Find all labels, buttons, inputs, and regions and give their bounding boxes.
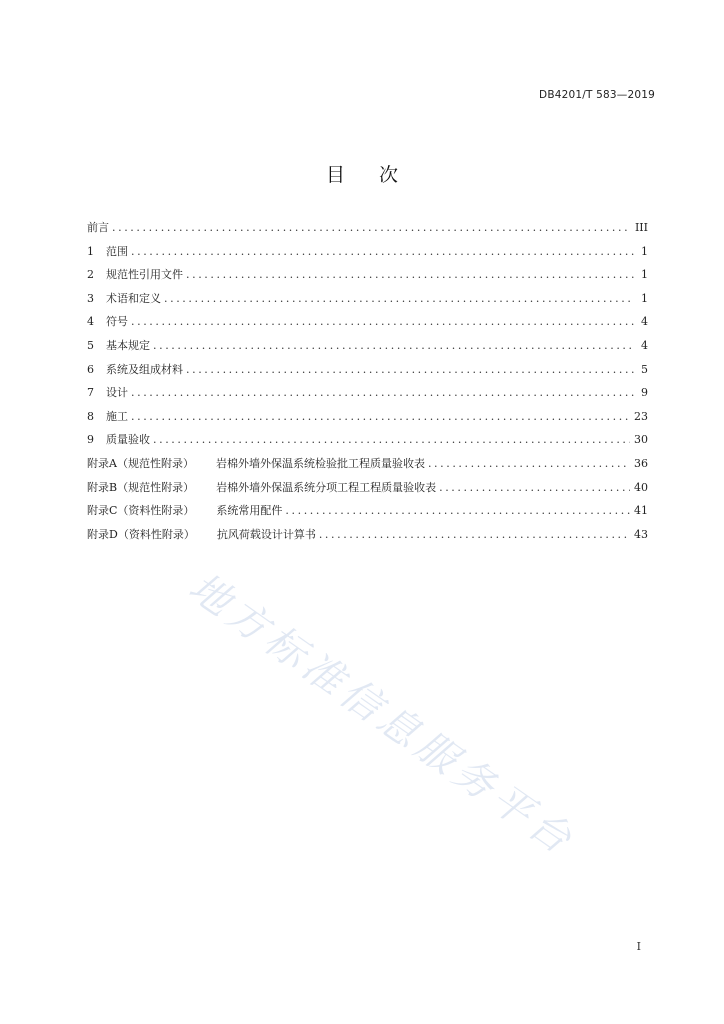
- toc-entry-number: 2: [87, 268, 94, 282]
- toc-entry-label: 前言: [87, 221, 109, 234]
- toc-entry-number: 8: [87, 409, 94, 423]
- toc-entry-foreword[interactable]: [87, 218, 648, 242]
- toc-entry-page: 43: [634, 527, 648, 541]
- toc-leader-dots: [285, 501, 630, 521]
- toc-entry-label: 质量验收: [106, 433, 150, 447]
- title-part-1: 目: [325, 164, 345, 186]
- toc-entry-label: 岩棉外墙外保温系统检验批工程质量验收表: [215, 456, 425, 470]
- toc-entry-4[interactable]: [87, 312, 648, 336]
- page-title: [0, 160, 724, 187]
- toc-leader-dots: [131, 407, 630, 427]
- toc-leader-dots: [131, 383, 634, 403]
- toc-entry-page: 1: [641, 291, 648, 305]
- toc-entry-label: 设计: [106, 386, 128, 400]
- toc-appendix-prefix: 附录C（资料性附录）: [87, 504, 195, 518]
- toc-appendix-prefix: 附录A（规范性附录）: [87, 456, 194, 470]
- toc-leader-dots: [153, 430, 630, 450]
- toc-entry-page: 4: [641, 315, 648, 329]
- toc-entry-page: III: [634, 221, 648, 234]
- toc-entry-number: 1: [87, 244, 94, 258]
- toc-entry-number: 4: [87, 315, 94, 329]
- toc-leader-dots: [131, 242, 634, 262]
- toc-entry-2[interactable]: [87, 265, 648, 289]
- toc-entry-7[interactable]: [87, 383, 648, 407]
- toc-entry-page: 40: [634, 480, 648, 494]
- toc-entry-number: 6: [87, 362, 94, 376]
- toc-entry-number: 3: [87, 291, 94, 305]
- toc-entry-3[interactable]: [87, 289, 648, 313]
- toc-entry-appendix-a[interactable]: [87, 454, 648, 478]
- toc-entry-page: 9: [641, 386, 648, 400]
- title-part-2: 次: [379, 164, 399, 186]
- toc-entry-6[interactable]: [87, 360, 648, 384]
- toc-appendix-prefix: 附录D（资料性附录）: [87, 527, 195, 541]
- toc-entry-5[interactable]: [87, 336, 648, 360]
- toc-entry-label: 规范性引用文件: [106, 268, 183, 282]
- toc-entry-number: 7: [87, 386, 94, 400]
- toc-entry-number: 5: [87, 338, 94, 352]
- toc-leader-dots: [153, 336, 634, 356]
- toc-leader-dots: [164, 289, 634, 309]
- toc-entry-label: 范围: [106, 244, 128, 258]
- toc-entry-label: 抗风荷载设计计算书: [216, 527, 316, 541]
- toc-entry-appendix-c[interactable]: [87, 501, 648, 525]
- toc-leader-dots: [428, 454, 630, 474]
- toc-entry-label: 岩棉外墙外保温系统分项工程工程质量验收表: [216, 480, 437, 494]
- table-of-contents: [87, 218, 648, 548]
- toc-entry-page: 30: [634, 433, 648, 447]
- toc-leader-dots: [319, 525, 630, 545]
- page-number: I: [636, 940, 641, 953]
- toc-entry-page: 41: [634, 504, 648, 518]
- toc-entry-page: 36: [634, 456, 648, 470]
- toc-entry-label: 系统常用配件: [216, 504, 283, 518]
- toc-entry-page: 5: [641, 362, 648, 376]
- toc-entry-9[interactable]: [87, 430, 648, 454]
- toc-entry-label: 符号: [106, 315, 128, 329]
- toc-leader-dots: [131, 312, 634, 332]
- toc-entry-label: 施工: [106, 409, 128, 423]
- toc-entry-page: 1: [641, 268, 648, 282]
- toc-entry-1[interactable]: [87, 242, 648, 266]
- toc-entry-label: 术语和定义: [106, 291, 161, 305]
- toc-entry-label: 基本规定: [106, 338, 150, 352]
- toc-leader-dots: [112, 218, 631, 238]
- document-code: DB4201/T 583—2019: [539, 89, 655, 101]
- toc-leader-dots: [186, 360, 634, 380]
- toc-appendix-prefix: 附录B（规范性附录）: [87, 480, 195, 494]
- toc-entry-page: 23: [634, 409, 648, 423]
- toc-entry-8[interactable]: [87, 407, 648, 431]
- toc-entry-page: 4: [641, 338, 648, 352]
- toc-entry-appendix-d[interactable]: [87, 525, 648, 549]
- toc-leader-dots: [186, 265, 634, 285]
- toc-leader-dots: [439, 478, 630, 498]
- toc-entry-page: 1: [641, 244, 648, 258]
- toc-entry-number: 9: [87, 433, 94, 447]
- toc-entry-appendix-b[interactable]: [87, 478, 648, 502]
- toc-entry-label: 系统及组成材料: [106, 362, 183, 376]
- watermark: 地方标准信息服务平台: [180, 564, 584, 866]
